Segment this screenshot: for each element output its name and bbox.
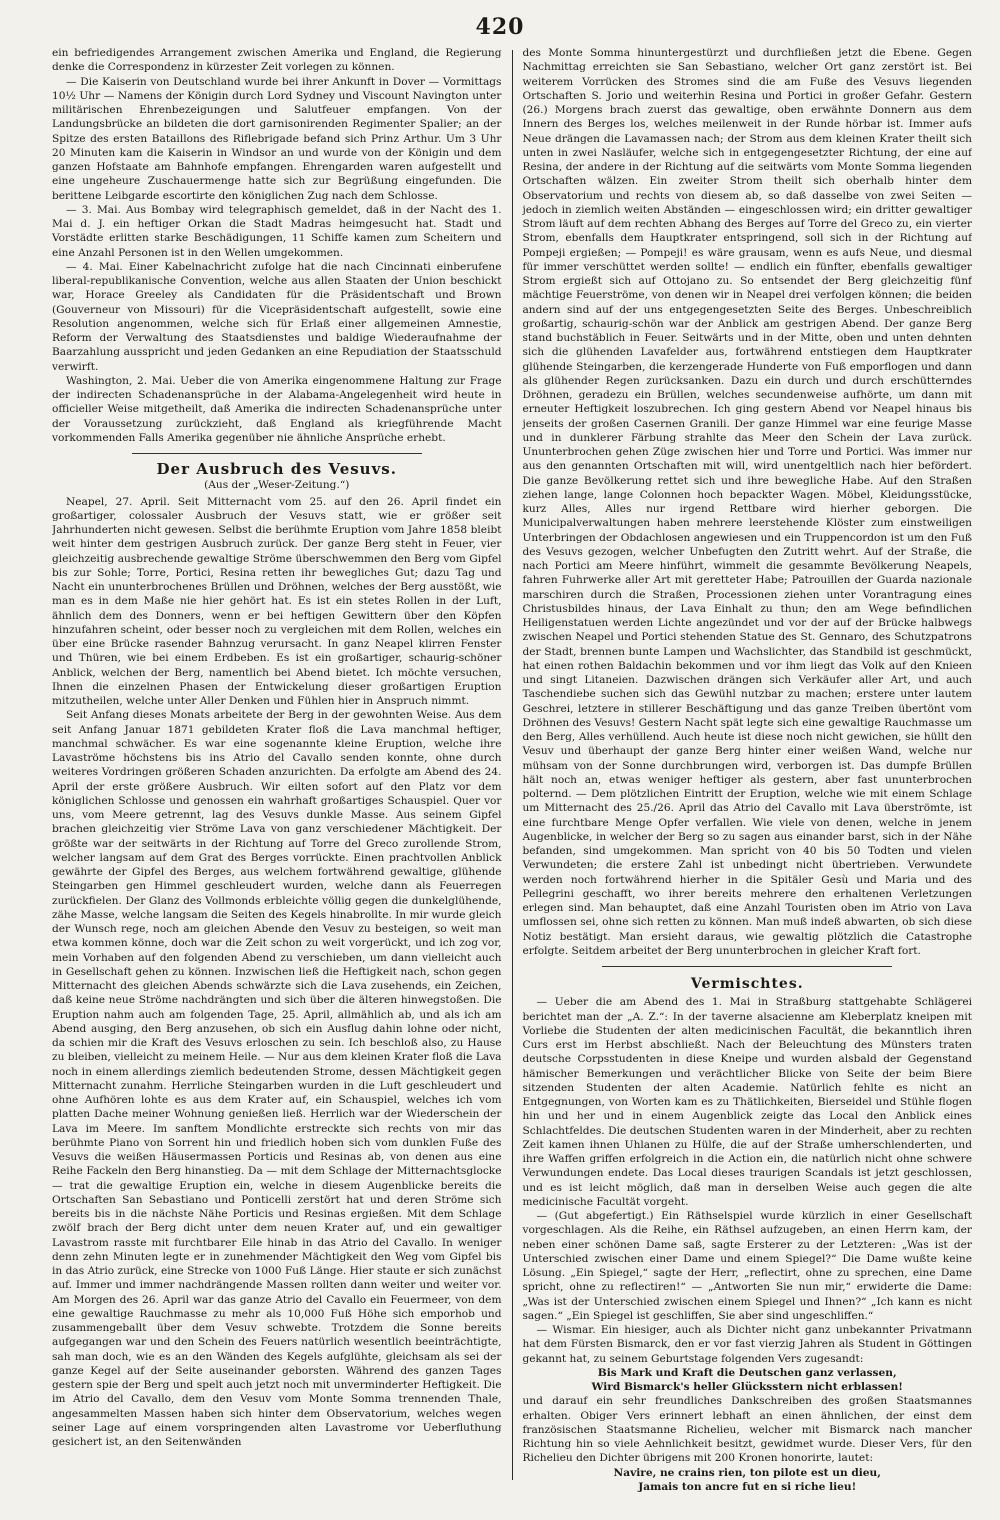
article-paragraph: — (Gut abgefertigt.) Ein Räthselspiel wurde kürzlich in einer Gesellschaft vorgeschlagen. Als die Reihe, ein Räthsel aufzugeben, an einen Herrn kam, der neben einer schönen Dame saß, sagte Ersterer zu der Letzteren: „Was ist der Unterschied zwischen einer Dame und einem Spiegel?“ Die Dame wußte keine Lösung. „Ein Spiegel,“ sagte der Herr, „reflectirt, ohne zu sprechen, eine Dame spricht, ohne zu reflectiren!“ — „Antworten Sie nun mir,“ erwiderte die Dame: „Was ist der Unterschied zwischen einem Spiegel und Ihnen?“ „Ich kann es nicht sagen.“ „Ein Spiegel ist geschliffen, Sie aber sind ungeschliffen.“ <box>522 1210 972 1322</box>
article-paragraph: und darauf ein sehr freundliches Dankschreiben des großen Staatsmannes erhalten. Obiger Vers erinnert lebhaft an einen ähnlichen, der einst dem französischen Staatsmanne Richelieu, welcher mit Bismarck nach mancher Richtung hin so viele Aehnlichkeit besitzt, gewidmet wurde. Dieser Vers, für den Richelieu den Dichter übrigens mit 200 Kronen honorirte, lautet: <box>522 1395 972 1465</box>
section-source: (Aus der „Weser-Zeitung.“) <box>204 479 350 492</box>
article-paragraph: — Ueber die am Abend des 1. Mai in Straßburg stattgehabte Schlägerei berichtet man der „A. Z.“: In der taverne alsacienne am Kleberplatz kneipen mit Vorliebe die Studenten der alten medicinischen Facultät, die bekanntlich ihren Curs erst im Herbst abschließt. Nach der Beleuchtung des Münsters traten deutsche Corpsstudenten in diese Kneipe und wurden alsbald der Gegenstand hämischer Bemerkungen und verächtlicher Blicke von Seite der beim Biere sitzenden Studenten der alten Academie. Natürlich fehlte es nicht an Entgegnungen, von Worten kam es zu Thätlichkeiten, Bierseidel und Stühle flogen hin und her und in einem Augenblick zeigte das Local den Anblick eines Schlachtfeldes. Die deutschen Studenten waren in der Minderheit, aber zu rechten Zeit kamen ihnen Uhlanen zu Hülfe, die auf der Straße umherschlenderten, und ihre Waffen griffen erfolgreich in die Action ein, die natürlich nicht ohne schwere Verwundungen endete. Das Local dieses traurigen Scandals ist jetzt geschlossen, und es ist leicht möglich, daß man in derselben Weise auch gegen die alte medicinische Facultät vorgeht. <box>522 996 972 1208</box>
verse-line: Navire, ne crains rien, ton pilote est un dieu, <box>613 1466 881 1479</box>
verse-line: Jamais ton ancre fut en si riche lieu! <box>638 1480 857 1493</box>
newspaper-columns <box>52 46 972 1506</box>
article-paragraph: Neapel, 27. April. Seit Mitternacht vom 25. auf den 26. April findet ein großartiger, colossaler Ausbruch der Vesuvs statt, wie er größer seit Jahrhunderten nicht gewesen. Selbst die berühmte Eruption vom Jahre 1858 bleibt weit hinter dem gestrigen Ausbruch zurück. Der ganze Berg steht in Feuer, vier gleichzeitig ausbrechende gewaltige Ströme überschwemmen den Berg vom Gipfel bis zur Sohle; Torre, Portici, Resina retten ihr bewegliches Gut; dazu Tag und Nacht ein ununterbrochenes Brüllen und Dröhnen, welches der Berg ausstößt, wie man es in dem Maße nie hier gehört hat. Es ist ein stetes Rollen in der Luft, ähnlich dem des Donners, wenn er bei heftigen Gewittern über den Köpfen hinzufahren scheint, oder besser noch zu vergleichen mit dem Rollen, welches ein über eine Brücke rasender Bahnzug verursacht. In ganz Neapel klirren Fenster und Thüren, wie bei einem Erdbeben. Es ist ein großartiger, schaurig-schöner Anblick, welchen der Berg, namentlich bei Abend bietet. Ich möchte versuchen, Ihnen die einzelnen Phasen der Entwickelung dieser großartigen Eruption mitzutheilen, welche unter Aller Denken und Fühlen hier in Anspruch nimmt. <box>52 495 502 707</box>
article-paragraph: — 3. Mai. Aus Bombay wird telegraphisch gemeldet, daß in der Nacht des 1. Mai d. J. ein heftiger Orkan die Stadt Madras heimgesucht hat. Stadt und Vorstädte erlitten starke Beschädigungen, 11 Schiffe kamen zum Scheitern und eine Anzahl Personen ist in den Wellen umgekommen. <box>52 203 502 259</box>
page-number: 420 <box>475 14 525 40</box>
article-paragraph: des Monte Somma hinuntergestürzt und durchfließen jetzt die Ebene. Gegen Nachmittag erreichten sie San Sebastiano, welcher Ort ganz zerstört ist. Bei weiterem Vorrücken des Stromes sind die am Fuße des Vesuvs liegenden Ortschaften S. Jorio und weiterhin Resina und Portici in großer Gefahr. Gestern (26.) Morgens brach zuerst das gewaltige, oben erwähnte Donnern aus dem Innern des Berges los, welches meilenweit in der Runde hörbar ist. Immer aufs Neue drängen die Lavamassen nach; der Strom aus dem kleinen Krater theilt sich unten in zwei Nasläufer, welche sich in entgegengesetzter Richtung, der eine auf Resina, der andere in der Richtung auf die seitwärts vom Monte Somma liegenden Ortschaften wälzen. Ein zweiter Strom theilt sich oberhalb hinter dem Observatorium und rechts von diesem ab, so daß dasselbe von zwei Seiten — jedoch in ziemlich weiten Abständen — eingeschlossen wird; ein dritter gewaltiger Strom läuft auf dem rechten Abhang des Berges auf Torre del Greco zu, ein vierter Strom, ebenfalls dem Hauptkrater entspringend, soll sich in der Richtung auf Pompeji ergießen; — Pompeji! es wäre grausam, wenn es aufs Neue, und diesmal für immer verschüttet werden sollte! — endlich ein fünfter, ebenfalls gewaltiger Strom ergießt sich auf Ottojano zu. So entsendet der Berg gleichzeitig fünf mächtige Feuerströme, von denen wir in Neapel drei verfolgen können; die beiden andern sind auf der uns entgegengesetzten Seite des Berges. Unbeschreiblich großartig, schaurig-schön war der Anblick am gestrigen Abend. Der ganze Berg stand buchstäblich in Feuer. Seitwärts und in der Mitte, oben und unten dehnten sich die glühenden Lavafelder aus, fortwährend entstiegen dem Hauptkrater glühende Steingarben, die kerzengerade Hunderte von Fuß emporflogen und dann als glühender Regen zurücksanken. Dazu ein durch und durch erschütterndes Dröhnen, geradezu ein Brüllen, welches secundenweise aufhörte, um dann mit erneuter Heftigkeit loszubrechen. Ich ging gestern Abend vor Neapel hinaus bis jenseits der großen Casernen Granili. Der ganze Himmel war eine feurige Masse und in dunklerer Färbung strahlte das Meer den Schein der Lava zurück. Ununterbrochen gehen Züge zwischen hier und Torre und Portici. Was immer nur aus den genannten Ortschaften mit will, wird unentgeltlich nach hier befördert. Die ganze Bevölkerung rettet sich und ihre bewegliche Habe. Auf den Straßen ziehen lange, lange Colonnen hoch bepackter Wagen. Möbel, Kleidungsstücke, kurz Alles, Alles nur irgend Rettbare wird hierher geborgen. Die Municipalverwaltungen haben mehrere leerstehende Klöster zum einstweiligen Unterbringen der Obdachlosen angewiesen und ein Truppencordon ist um den Fuß des Vesuvs gezogen, welcher Unbefugten den Zutritt wehrt. Auf der Straße, die nach Portici am Meere hinführt, wimmelt die gesammte Bevölkerung Neapels, fahren Fuhrwerke aller Art mit geretteter Habe; Patrouillen der Guarda nazionale marschiren durch die Straßen, Processionen ziehen unter Vorantragung eines Christusbildes hinaus, der Lava Einhalt zu thun; den am Wege befindlichen Heiligenstatuen werden Lichte angezündet und vor der auf der Brücke halbwegs zwischen Neapel und Portici stehenden Statue des St. Gennaro, des Schutzpatrons der Stadt, brennen bunte Lampen und Wachslichter, das Standbild ist geschmückt, hat einen rothen Baldachin bekommen und vor ihm liegt das Volk auf den Knieen und singt Litaneien. Dazwischen drängen sich Verkäufer aller Art, und auch Taschendiebe suchen sich das Gewühl nutzbar zu machen; erstere unter lautem Geschrei, letztere in stillerer Beschäftigung und das ganze Treiben übertönt vom Dröhnen des Vesuvs! Gestern Nacht spät legte sich eine gewaltige Rauchmasse um den Berg, Alles verhüllend. Auch heute ist diese noch nicht gewichen, sie hüllt den Vesuv und überhaupt der ganze Berg hinter einer weißen Wand, welche nur mühsam von der Sonne durchbrungen wird, verborgen ist. Das dumpfe Brüllen hält noch an, etwas weniger heftiger als gestern, aber fast ununterbrochen polternd. — Dem plötzlichen Eintritt der Eruption, welche wie mit einem Schlage um Mitternacht des 25./26. April das Atrio del Cavallo mit Lava überströmte, ist eine furchtbare Menge Opfer verfallen. Wie viele von denen, welche in jenem Augenblicke, in welcher der Berg so zu sagen aus einander barst, sich in der Nähe befanden, sind umgekommen. Man spricht von 40 bis 50 Todten und vielen Verwundeten; die erstere Zahl ist unbedingt nicht übertrieben. Verwundete werden noch fortwährend hierher in die Spitäler Gesù und Maria und des Pellegrini geschafft, wo ihrer bereits mehrere den erhaltenen Verletzungen erlegen sind. Man behauptet, daß eine Anzahl Touristen oben im Atrio von Lava umflossen sei, ohne sich retten zu können. Man muß indeß abwarten, ob sich diese Notiz bestätigt. Man ersieht daraus, wie gewaltig plötzlich die Catastrophe erfolgte. Seitdem arbeitet der Berg ununterbrochen in gleicher Kraft fort. <box>522 47 972 957</box>
article-paragraph: ein befriedigendes Arrangement zwischen Amerika und England, die Regierung denke die Correspondenz in kürzester Zeit vorlegen zu können. <box>52 47 502 74</box>
article-paragraph: Washington, 2. Mai. Ueber die von Amerika eingenommene Haltung zur Frage der indirecten Schadenansprüche in der Alabama-Angelegenheit wird heute in officieller Weise mitgetheilt, daß Amerika die indirecten Schadenansprüche unter der Voraussetzung zurückzieht, daß England als kriegführende Macht vorkommenden Falls Amerika gegenüber nie ähnliche Ansprüche erhebt. <box>52 374 502 444</box>
verse-line: Wird Bismarck's heller Glücksstern nicht erblassen! <box>591 1381 903 1393</box>
article-paragraph: — Die Kaiserin von Deutschland wurde bei ihrer Ankunft in Dover — Vormittags 10½ Uhr — Namens der Königin durch Lord Sydney und Viscount Navington unter militärischen Ehrenbezeigungen und Salutfeuer empfangen. Von der Landungsbrücke an bildeten die dort garnisonirenden Regimenter Spalier; an der Spitze des ersten Bataillons des Riflebrigade befand sich Prinz Arthur. Um 3 Uhr 20 Minuten kam die Kaiserin in Windsor an und wurde von der Königin und dem ganzen Hofstaate am Bahnhofe empfangen. Ehrengarden waren aufgestellt und eine ungeheure Zuschauermenge hatte sich zur Begrüßung eingefunden. Die berittene Leibgarde escortirte den königlichen Zug nach dem Schlosse. <box>52 75 502 202</box>
section-title: Vermischtes. <box>690 976 804 992</box>
right-column <box>522 46 972 1506</box>
section-divider <box>132 453 422 454</box>
section-title: Der Ausbruch des Vesuvs. <box>156 460 397 478</box>
left-column <box>52 46 502 1506</box>
article-paragraph: — 4. Mai. Einer Kabelnachricht zufolge hat die nach Cincinnati einberufene liberal-republikanische Convention, welche aus allen Staaten der Union beschickt war, Horace Greeley als Candidaten für die Präsidentschaft und Brown (Gouverneur von Missouri) für die Vicepräsidentschaft aufgestellt, sowie eine Resolution angenommen, welche sich für Erlaß einer allgemeinen Amnestie, Reform der Verwaltung des Staatsdienstes und baldige Wiederaufnahme der Baarzahlung ausspricht und jeden Gedanken an eine Repudiation der Staatsschuld verwirft. <box>52 260 502 373</box>
article-paragraph: Seit Anfang dieses Monats arbeitete der Berg in der gewohnten Weise. Aus dem seit Anfang Januar 1871 gebildeten Krater floß die Lava manchmal heftiger, manchmal schwächer. Es war eine sogenannte kleine Eruption, welche ihre Lavaströme höchstens bis ins Atrio del Cavallo senden konnte, ohne durch weiteres Vordringen größeren Schaden anzurichten. Da erfolgte am Abend des 24. April der erste größere Ausbruch. Wir eilten sofort auf den Platz vor dem königlichen Schlosse und genossen ein wahrhaft großartiges Schauspiel. Quer vor uns, vom Meere getrennt, lag des Vesuvs dunkle Masse. Aus seinem Gipfel brachen gleichzeitig vier Ströme Lava von ganz verschiedener Mächtigkeit. Der größte war der seitwärts in der Richtung auf Torre del Greco zurollende Strom, welcher langsam auf dem Grat des Berges vorrückte. Einen prachtvollen Anblick gewährte der Gipfel des Berges, aus welchem fortwährend gewaltige, glühende Steingarben gen Himmel geschleudert wurden, welche dann als Feuerregen zurückfielen. Der Glanz des Vollmonds erbleichte völlig gegen die dunkelglühende, zähe Masse, welche langsam die Seiten des Kegels hinabrollte. In mir wurde gleich der Wunsch rege, noch am gleichen Abende den Vesuv zu besteigen, so weit man etwa kommen könne, doch war die Zeit schon zu weit vorgerückt, und ich zog vor, mein Vorhaben auf den folgenden Abend zu verschieben, um dann vielleicht auch in Gesellschaft gehen zu können. Inzwischen ließ die Heftigkeit nach, schon gegen Mitternacht des gleichen Abends schwärzte sich die Lava zusehends, ein Zeichen, daß keine neue Ströme nachdrängten und sich über die älteren hinwegstoßen. Die Eruption nahm auch am folgenden Tage, 25. April, allmählich ab, und als ich am Abend ausging, den Berg anzusehen, ob sich ein Ausflug dahin lohne oder nicht, da schien mir die Kraft des Vesuvs erloschen zu sein. Ich beschloß also, zu Hause zu bleiben, vielleicht zu meinem Heile. — Nur aus dem kleinen Krater floß die Lava noch in einem allerdings ziemlich bedeutenden Strome, dessen Mächtigkeit gegen Mitternacht zunahm. Herrliche Steingarben wurden in die Luft geschleudert und ohne Aufhören lohte es aus dem Krater auf, ein Schauspiel, welches ich vom platten Dache meiner Wohnung genießen ließ. Herrlich war der Wiederschein der Lava im Meere. Im sanftem Mondlichte erstreckte sich rechts von mir das berühmte Piano von Sorrent hin und friedlich hoben sich vom dunklen Fuße des Vesuvs die weißen Häusermassen Porticis und Resinas ab, von denen aus eine Reihe Fackeln den Berg hinanstieg. Da — mit dem Schlage der Mitternachtsglocke — trat die gewaltige Eruption ein, welche in diesem Augenblicke bereits die Ortschaften San Sebastiano und Ponticelli zerstört hat und deren Ströme sich bereits bis in die nächste Nähe Porticis und Resinas ergießen. Mit dem Schlage zwölf brach der Berg dicht unter dem neuen Krater auf, und ein gewaltiger Lavastrom rasste mit furchtbarer Eile hinab in das Atrio del Cavallo. In weniger denn zehn Minuten legte er in zunehmender Mächtigkeit den Weg vom Gipfel bis in das Atrio zurück, eine Strecke von 1000 Fuß Länge. Hier staute er sich zunächst auf. Immer und immer nachdrängende Massen rollten dann weiter und weiter vor. Am Morgen des 26. April war das ganze Atrio del Cavallo ein Feuermeer, von dem eine gewaltige Rauchmasse zu mehr als 10,000 Fuß Höhe sich emporhob und zusammengeballt über dem Vesuv schwebte. Trotzdem die Sonne bereits aufgegangen war und den Schein des Feuers natürlich wesentlich beeinträchtigte, sah man doch, wie es an den Wänden des Kegels aufglühte, gleichsam als sei der ganze Kegel auf der Seite auseinander geborsten. Während des ganzen Tages gestern spie der Berg und spelt auch jetzt noch mit unverminderter Heftigkeit. Die im Atrio del Cavallo, dem den Vesuv vom Monte Somma trennenden Thale, angesammelten Massen haben sich hinter dem Observatorium, welches wegen seiner Lage auf einem vorspringenden alten Lavastrome vor Ueberfluthung gesichert ist, an den Seitenwänden <box>52 709 502 1448</box>
article-paragraph: — Wismar. Ein hiesiger, auch als Dichter nicht ganz unbekannter Privatmann hat dem Fürsten Bismarck, den er vor fast vierzig Jahren als Student in Göttingen gekannt hat, zu seinem Geburtstage folgenden Vers zugesandt: <box>522 1324 972 1365</box>
verse-line: Bis Mark und Kraft die Deutschen ganz verlassen, <box>597 1366 897 1379</box>
column-divider <box>512 50 513 1480</box>
section-divider <box>602 966 892 967</box>
